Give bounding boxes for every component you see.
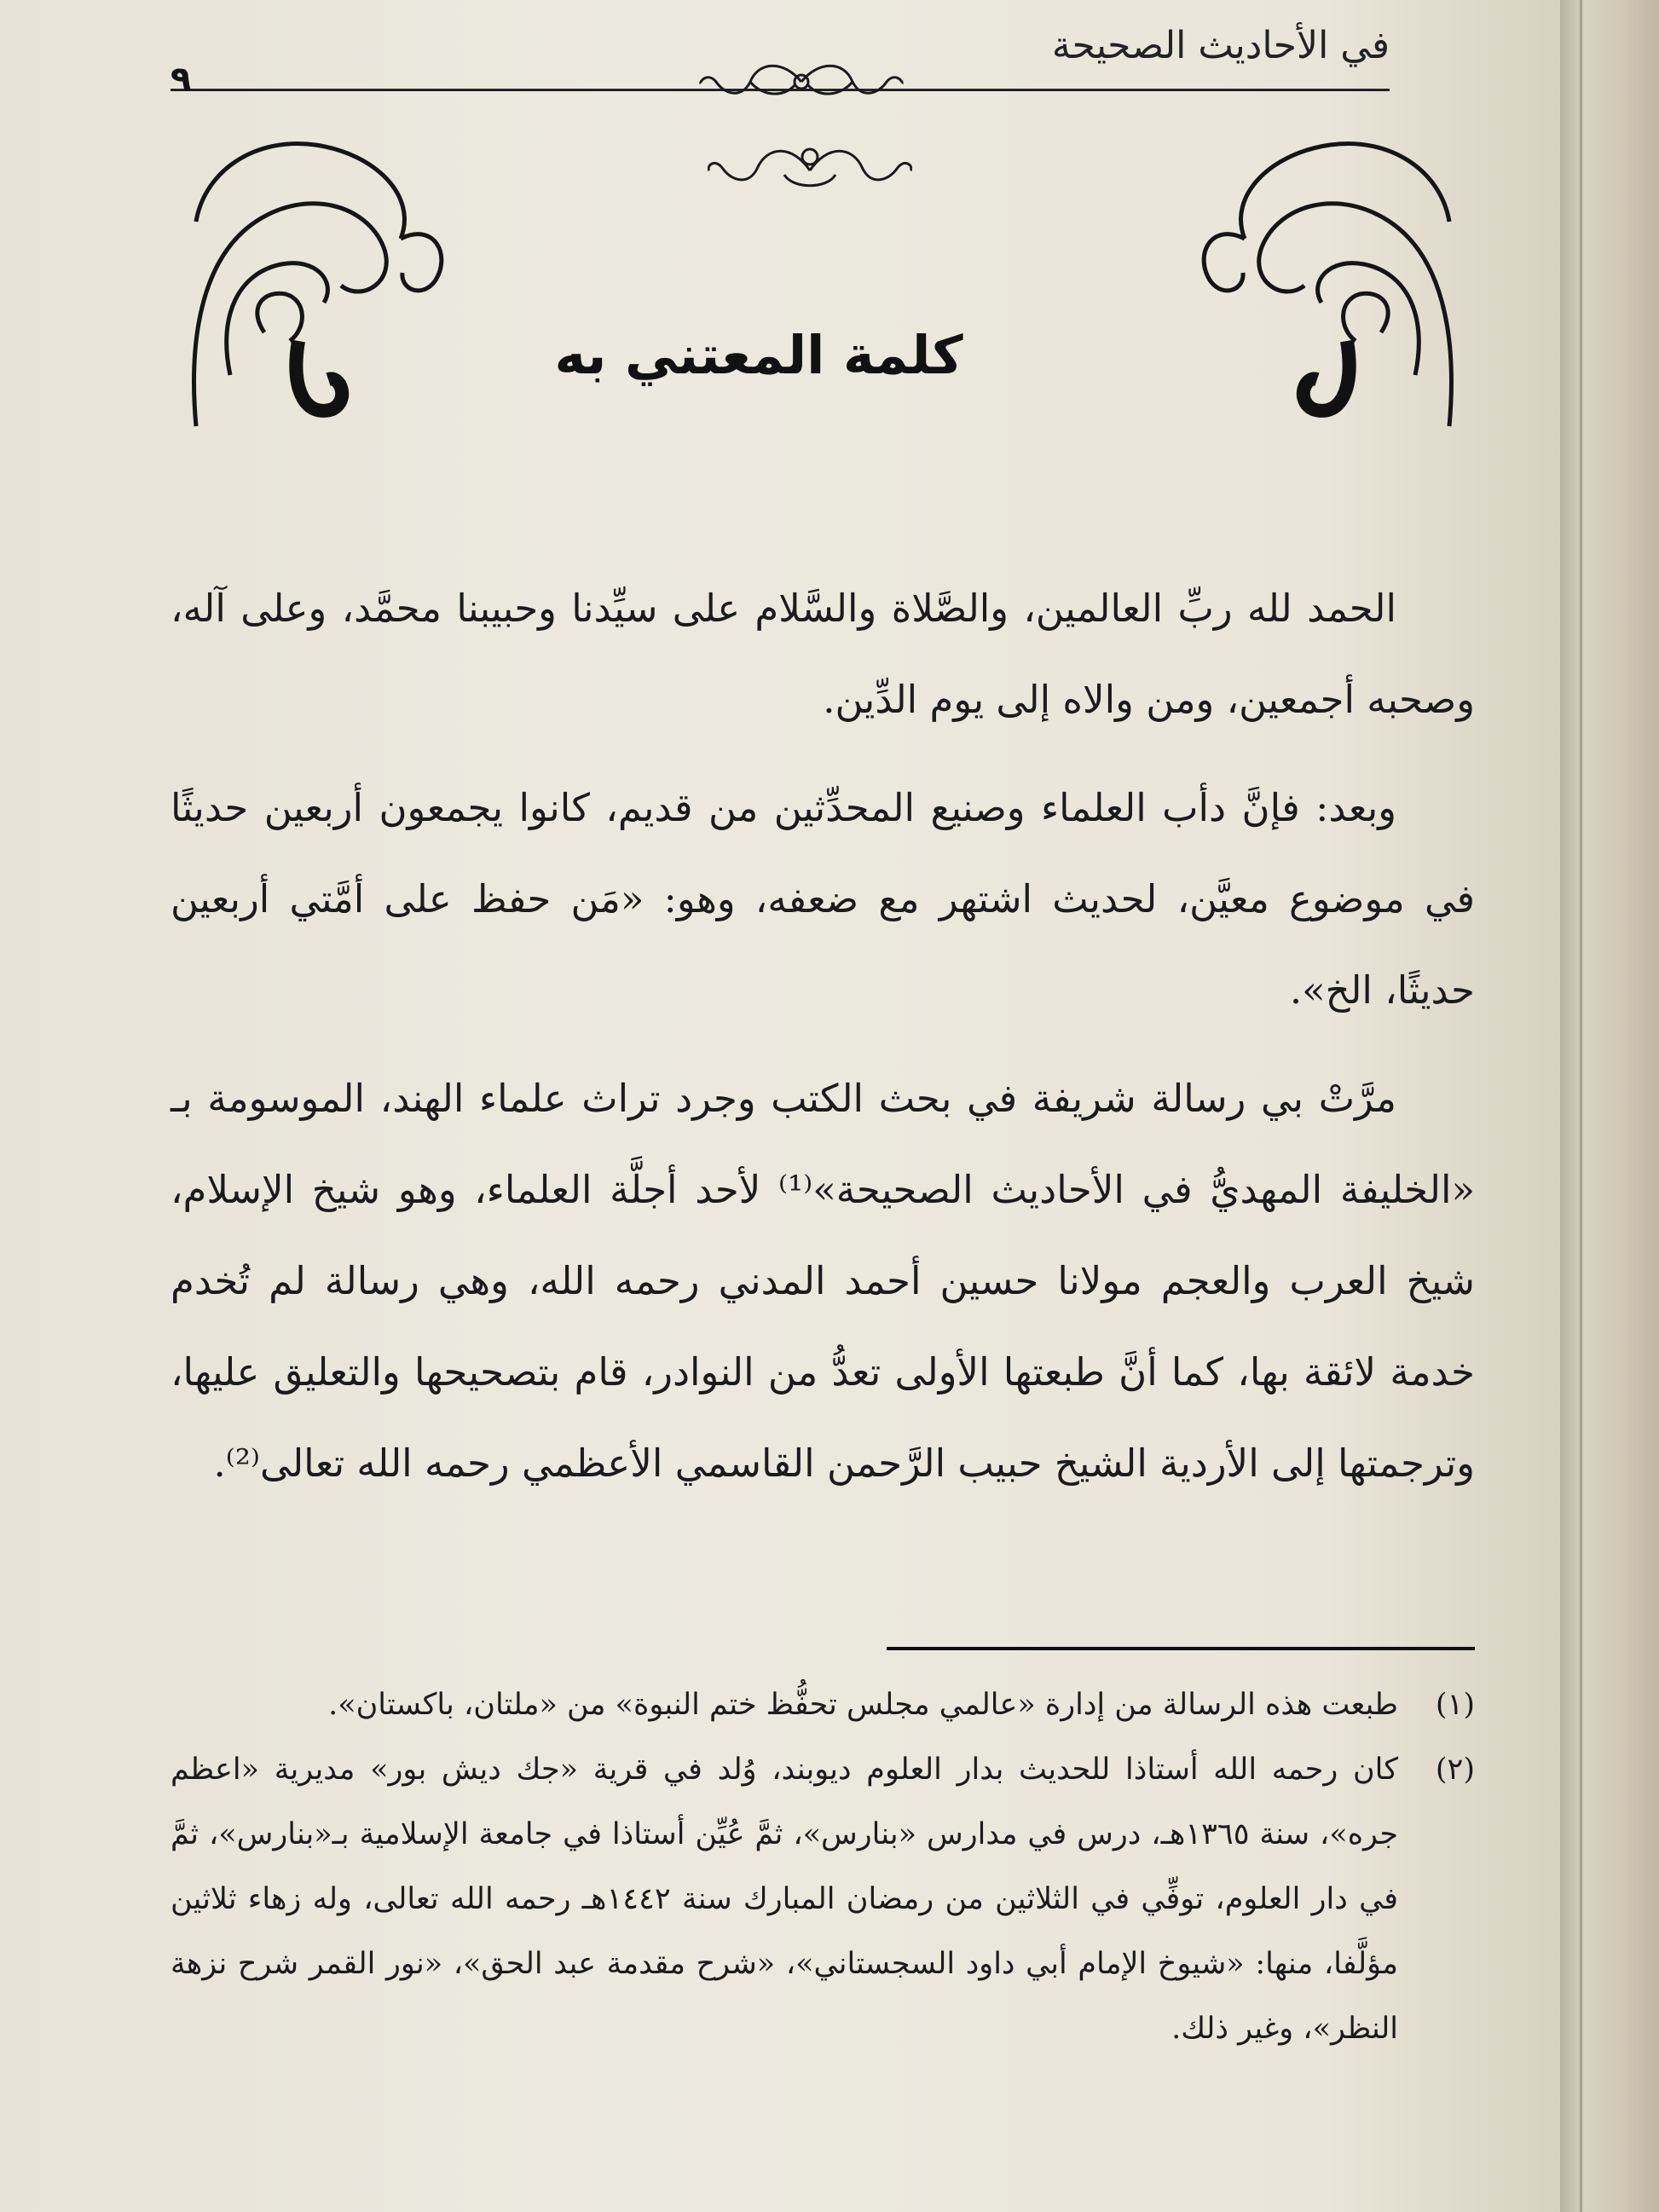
- section-title: كلمة المعتني به: [554, 324, 963, 386]
- footnotes: [171, 1672, 1475, 2061]
- top-flourish-ornament: [699, 56, 904, 107]
- footnote-rule: [887, 1647, 1475, 1650]
- paragraph-background: وبعد: فإنَّ دأب العلماء وصنيع المحدِّثين من قديم، كانوا يجمعون أربعين حديثًا في موضوع معيَّن، لحديث اشتهر مع ضعفه، وهو: «مَن حفظ على أمَّتي أربعين حديثًا، الخ».: [171, 785, 1475, 1013]
- footnote-text: كان رحمه الله أستاذا للحديث بدار العلوم ديوبند، وُلد في قرية «جك ديش بور» مديرية «اعظم جره»، سنة ١٣٦٥هـ، درس في مدارس «بنارس»، ثمَّ عُيِّن أستاذا في جامعة الإسلامية بـ«بنارس»، ثمَّ في دار العلوم، توفِّي في الثلاثين من رمضان المبارك سنة ١٤٤٢هـ رحمه الله تعالى، وله زهاء ثلاثين مؤلَّفا، منها: «شيوخ الإمام أبي داود السجستاني»، «شرح مقدمة عبد الحق»، «نور القمر شرح نزهة النظر»، وغير ذلك.: [171, 1753, 1398, 2046]
- center-flourish-ornament: [708, 136, 912, 196]
- right-corner-ornament: [1185, 119, 1466, 443]
- footnote-marker: (٢): [1435, 1753, 1475, 1787]
- left-corner-ornament: [179, 119, 460, 443]
- page-number: ٩: [171, 60, 192, 99]
- footnote-1: [171, 1672, 1475, 1737]
- running-head: في الأحاديث الصحيحة: [1051, 24, 1390, 67]
- body-text: [171, 563, 1475, 1526]
- footnote-2: [171, 1737, 1475, 2061]
- footnote-text: طبعت هذه الرسالة من إدارة «عالمي مجلس تحفُّظ ختم النبوة» من «ملتان، باكستان».: [328, 1688, 1398, 1722]
- footnote-marker: (١): [1435, 1688, 1475, 1722]
- paragraph-treatise: مرَّتْ بي رسالة شريفة في بحث الكتب وجرد تراث علماء الهند، الموسومة بـ «الخليفة المهديُّ في الأحاديث الصحيحة»⁽¹⁾ لأحد أجلَّة العلماء، وهو شيخ الإسلام، شيخ العرب والعجم مولانا حسين أحمد المدني رحمه الله، وهي رسالة لم تُخدم خدمة لائقة بها، كما أنَّ طبعتها الأولى تعدُّ من النوادر، قام بتصحيحها والتعليق عليها، وترجمتها إلى الأردية الشيخ حبيب الرَّحمن القاسمي الأعظمي رحمه الله تعالى⁽²⁾.: [171, 1076, 1476, 1486]
- gutter-edge: [1580, 0, 1582, 2212]
- paragraph-intro: الحمد لله ربِّ العالمين، والصَّلاة والسَّلام على سيِّدنا وحبيبنا محمَّد، وعلى آله، وصحبه أجمعين، ومن والاه إلى يوم الدِّين.: [171, 586, 1475, 722]
- book-gutter: [1560, 0, 1659, 2212]
